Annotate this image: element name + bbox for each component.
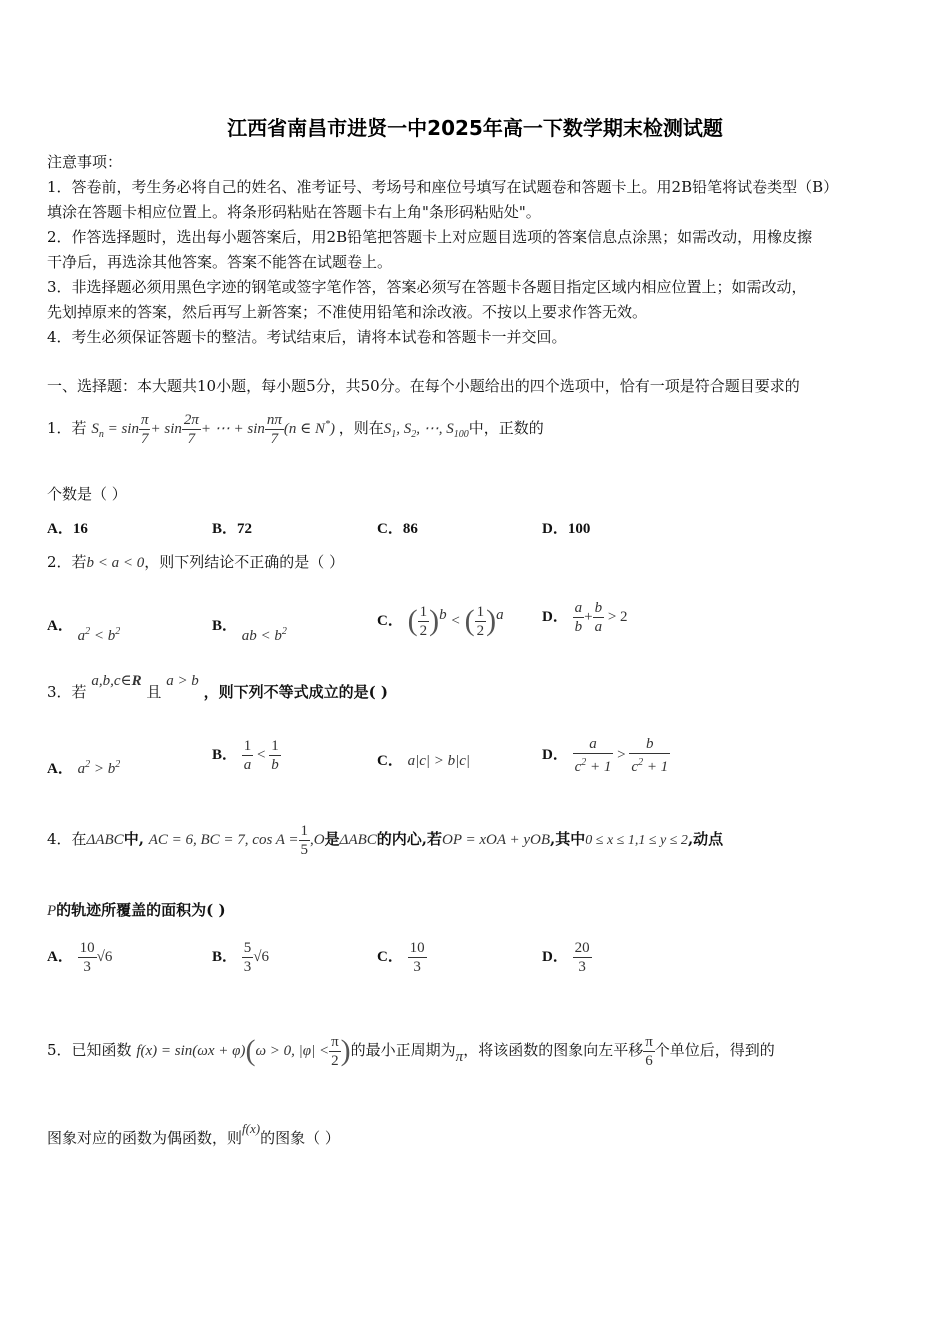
notice-line-3: 2．作答选择题时，选出每小题答案后，用2B铅笔把答题卡上对应题目选项的答案信息点涂黑；如需改动，用橡皮擦 — [47, 228, 813, 246]
q4-label-a: A． — [47, 949, 73, 965]
q4-condition: AC = 6, BC = 7, cos A = — [148, 832, 299, 848]
q5-period: 的最小正周期为 — [350, 1041, 456, 1059]
q2-stem-b: ，则下列结论不正确的是（ ） — [144, 553, 345, 571]
q5-continuation — [47, 1118, 340, 1159]
section-heading: 一、选择题：本大题共10小题，每小题5分，共50分。在每个小题给出的四个选项中，恰有一项是符合题目要求的 — [47, 377, 800, 395]
notice-line-5: 3．非选择题必须用黑色字迹的钢笔或签字笔作答，答案必须写在答题卡各题目指定区域内相应位置上；如需改动， — [47, 278, 807, 296]
q2-label-b: B． — [212, 618, 238, 634]
q2-option-d[interactable]: D． $\frac{a}{b}$ + $\frac{b}{a}$ > 2 — [542, 599, 628, 635]
q4-vector: OP = xOA + yOB — [442, 832, 551, 848]
q5-cont-a: 图象对应的函数为偶函数，则 — [47, 1129, 243, 1147]
notice-line-4: 干净后，再选涂其他答案。答案不能答在试题卷上。 — [47, 253, 393, 271]
q1-seq: $S_1$, $S_2$, ⋯, $S_{100}$ — [383, 421, 469, 440]
q2-stem-a: 2．若 — [47, 553, 87, 571]
q4-range-pre: ,其中 — [550, 830, 586, 848]
q1-num: 1．若 — [47, 419, 87, 437]
q3-label-b: B． — [212, 747, 238, 763]
notice-heading: 注意事项： — [47, 153, 123, 171]
notice-line-2: 填涂在答题卡相应位置上。将条形码粘贴在答题卡右上角"条形码粘贴处"。 — [47, 203, 541, 221]
q3-option-b[interactable]: B． $\frac{1}{a}$ < $\frac{1}{b}$ — [212, 737, 279, 773]
page-title: 江西省南昌市进贤一中2025年高一下数学期末检测试题 — [227, 116, 723, 140]
q4-label-b: B． — [212, 949, 238, 965]
q2-label-d: D． — [542, 609, 568, 625]
q4-p: P — [47, 903, 57, 919]
q4-stem-a: 4．在 — [47, 830, 87, 848]
q3-label-d: D． — [542, 747, 568, 763]
q3-label-c: C． — [377, 753, 403, 769]
q4-label-c: C． — [377, 949, 403, 965]
q1-option-c[interactable]: C．86 — [377, 521, 418, 537]
notice-line-7: 4．考生必须保证答题卡的整洁。考试结束后，请将本试卷和答题卡一并交回。 — [47, 328, 567, 346]
q4-triangle-2: ΔABC — [339, 832, 377, 848]
q5-units: 个单位后，得到的 — [654, 1041, 775, 1059]
q2-label-c: C． — [377, 613, 403, 629]
q1-option-b[interactable]: B．72 — [212, 521, 253, 537]
q3-stem-a: 3．若 — [47, 683, 87, 701]
q5-pi: π — [455, 1049, 464, 1065]
notice-line-1: 1．答卷前，考生务必将自己的姓名、准考证号、考场号和座位号填写在试题卷和答题卡上。用2B铅笔将试卷类型（B） — [47, 178, 839, 196]
q3-option-a[interactable]: A． $a^2 > b^2$ — [47, 759, 121, 777]
q3-condition-2: a > b — [166, 673, 199, 689]
question-4: 4．在ΔABC中, AC = 6, BC = 7, cos A = $\frac{1}{5}$ ,O是ΔABC的内心,若OP = xOA + yOB,其中0 ≤ x ≤ 1,1 ≤ y ≤ 2,动点 — [47, 822, 724, 858]
q4-end: ,动点 — [687, 830, 724, 848]
q5-function: f(x) = sin(ωx + φ) — [136, 1043, 246, 1059]
q2-option-c[interactable]: C． ( $\frac{1}{2}$ )$^b$ < ( $\frac{1}{2}$ )$^a$ — [377, 603, 504, 639]
q4-o: O — [313, 832, 325, 848]
q4-cont: 的轨迹所覆盖的面积为( ) — [56, 901, 226, 919]
q1-option-a[interactable]: A．16 — [47, 521, 88, 537]
q3-and: 且 — [146, 683, 162, 701]
q5-shift: ，将该函数的图象向左平移 — [463, 1041, 644, 1059]
q2-condition: b < a < 0 — [86, 555, 145, 571]
q4-label-d: D． — [542, 949, 568, 965]
q4-is: 是 — [324, 830, 340, 848]
q4-triangle: ΔABC — [86, 832, 124, 848]
q1-formula: $S_n = \sin$ $\frac{\pi}{7}$ + sin $\frac{2\pi}{7}$ + ⋯ + sin $\frac{n\pi}{7}$ (n ∈ N*) — [91, 412, 336, 448]
notice-line-6: 先划掉原来的答案，然后再写上新答案；不准使用铅笔和涂改液。不按以上要求作答无效。 — [47, 303, 648, 321]
q1-mid: ，则在 — [338, 419, 384, 437]
q4-option-a[interactable]: A． $\frac{10}{3}$ √6 — [47, 939, 113, 975]
q1-continuation: 个数是（ ） — [47, 485, 127, 503]
q3-option-d[interactable]: D． $\frac{a}{c^2 + 1}$ > $\frac{b}{c^2 + 1}$ — [542, 735, 669, 775]
q5-stem-a: 5．已知函数 — [47, 1041, 132, 1059]
q4-option-b[interactable]: B． $\frac{5}{3}$ √6 — [212, 939, 270, 975]
q1-option-d[interactable]: D．100 — [542, 521, 591, 537]
q3-label-a: A． — [47, 761, 73, 777]
q3-stem-b: ，则下列不等式成立的是( ) — [203, 683, 389, 701]
q4-option-d[interactable]: D． $\frac{20}{3}$ — [542, 939, 590, 975]
q2-label-a: A． — [47, 618, 73, 634]
q4-option-c[interactable]: C． $\frac{10}{3}$ — [377, 939, 425, 975]
q5-fx: f(x) — [242, 1121, 261, 1136]
q1-end: 中，正数的 — [468, 419, 544, 437]
q5-cont-b: 的图象（ ） — [260, 1129, 340, 1147]
q4-zh: 中, — [123, 830, 144, 848]
q5-condition: ω > 0, |φ| < — [255, 1043, 330, 1059]
question-2 — [47, 552, 344, 573]
q2-option-a[interactable]: A． $a^2 < b^2$ — [47, 618, 121, 644]
q4-continuation — [47, 900, 226, 921]
q4-incenter: 的内心,若 — [376, 830, 443, 848]
question-5: 5．已知函数 f(x) = sin(ωx + φ)(ω > 0, |φ| < $\frac{\pi}{2}$ )的最小正周期为π，将该函数的图象向左平移 $\frac{\pi}{6}$ 个单位后，得到的 — [47, 1033, 775, 1069]
q3-condition-1: a,b,c∈R — [91, 673, 142, 689]
q2-option-b[interactable]: B． ab < $b^2$ — [212, 618, 287, 644]
question-3 — [47, 672, 388, 713]
q4-range: 0 ≤ x ≤ 1,1 ≤ y ≤ 2 — [585, 833, 688, 848]
q3-option-c[interactable]: C． a|c| > b|c| — [377, 753, 471, 769]
question-1 — [47, 405, 544, 455]
